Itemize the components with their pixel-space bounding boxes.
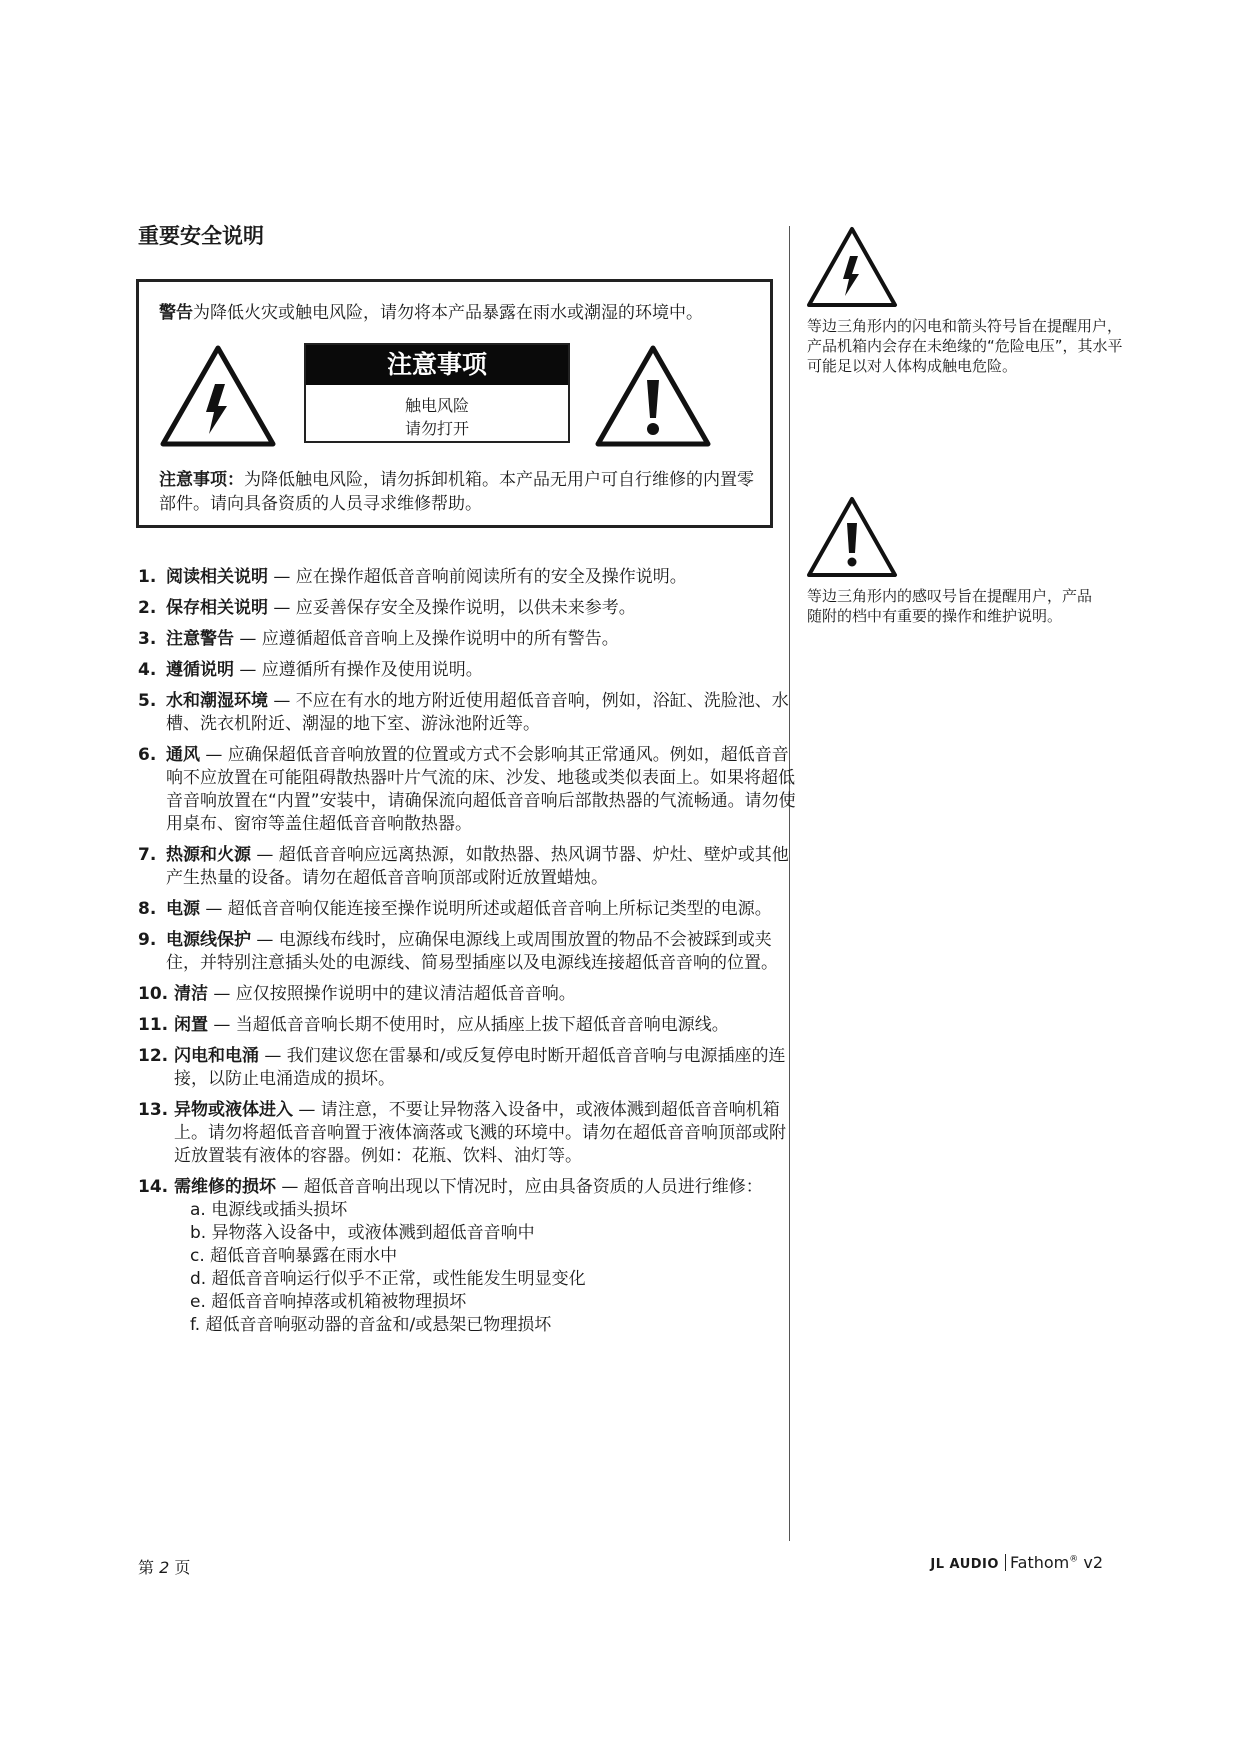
brand-footer — [930, 1553, 1103, 1572]
sub-list — [174, 1199, 798, 1337]
list-item: 4. 遵循说明 — 应遵循所有操作及使用说明。 — [138, 660, 483, 680]
sub-list-item: b. 异物落入设备中，或液体溅到超低音音响中 — [190, 1223, 535, 1243]
caution-note: 注意事项：为降低触电风险，请勿拆卸机箱。本产品无用户可自行维修的内置零部件。请向具备资质的人员寻求维修帮助。 — [159, 470, 754, 514]
list-item: 9. 电源线保护 — 电源线布线时，应确保电源线上或周围放置的物品不会被踩到或夹住，并特别注意插头处的电源线、简易型插座以及电源线连接超低音音响的位置。 — [138, 930, 778, 973]
exclamation-warning-icon — [806, 496, 898, 578]
lightning-warning-icon — [159, 344, 277, 448]
sub-list-item: d. 超低音音响运行似乎不正常，或性能发生明显变化 — [190, 1269, 586, 1289]
caution-line-1: 触电风险 — [404, 396, 469, 415]
safety-instruction-list — [138, 566, 798, 1339]
registered-mark: ® — [1069, 1554, 1079, 1565]
jl-audio-logo: JL AUDIO — [930, 1557, 999, 1572]
list-item: 12. 闪电和电涌 — 我们建议您在雷暴和/或反复停电时断开超低音音响与电源插座的连接，以防止电涌造成的损坏。 — [138, 1046, 786, 1089]
exclamation-symbol-explanation: 等边三角形内的感叹号旨在提醒用户，产品随附的档中有重要的操作和维护说明。 — [807, 587, 1093, 625]
lightning-symbol-explanation: 等边三角形内的闪电和箭头符号旨在提醒用户，产品机箱内会存在未绝缘的“危险电压”，其水平可能足以对人体构成触电危险。 — [807, 317, 1123, 375]
list-item: 8. 电源 — 超低音音响仅能连接至操作说明所述或超低音音响上所标记类型的电源。 — [138, 899, 772, 919]
list-item: 1. 阅读相关说明 — 应在操作超低音音响前阅读所有的安全及操作说明。 — [138, 567, 687, 587]
warning-statement: 警告为降低火灾或触电风险，请勿将本产品暴露在雨水或潮湿的环境中。 — [159, 303, 703, 323]
list-item: 11. 闲置 — 当超低音音响长期不使用时，应从插座上拔下超低音音响电源线。 — [138, 1015, 729, 1035]
list-item: 2. 保存相关说明 — 应妥善保存安全及操作说明，以供未来参考。 — [138, 598, 636, 618]
sub-list-item: e. 超低音音响掉落或机箱被物理损坏 — [190, 1292, 467, 1312]
sub-list-item: f. 超低音音响驱动器的音盆和/或悬架已物理损坏 — [190, 1315, 552, 1335]
warning-box — [136, 279, 773, 528]
list-item: 6. 通风 — 应确保超低音音响放置的位置或方式不会影响其正常通风。例如，超低音音响不应放置在可能阻碍散热器叶片气流的床、沙发、地毯或类似表面上。如果将超低音音响放置在“内置”安装中，请确保流向超低音音响后部散热器的气流畅通。请勿使用桌布、窗帘等盖住超低音音响散热器。 — [138, 745, 796, 834]
lightning-warning-icon — [806, 226, 898, 308]
list-item: 14. 需维修的损坏 — 超低音音响出现以下情况时，应由具备资质的人员进行维修： a. 电源线或插头损坏 b. 异物落入设备中，或液体溅到超低音音响中 c. 超低音音响暴露在雨水中 d. 超低音音响运行似乎不正常，或性能发生明显变化 e. 超低音音响掉落或机箱被物理损坏 f. 超低音音响驱动器的音盆和/或悬架已物理损坏 — [138, 1176, 798, 1337]
product-name: Fathom — [1009, 1553, 1070, 1572]
caution-line-2: 请勿打开 — [404, 419, 469, 438]
list-item: 7. 热源和火源 — 超低音音响应远离热源，如散热器、热风调节器、炉灶、壁炉或其他产生热量的设备。请勿在超低音音响顶部或附近放置蜡烛。 — [138, 845, 789, 888]
page-title: 重要安全说明 — [138, 224, 264, 248]
caution-label — [304, 343, 570, 443]
caution-title: 注意事项 — [306, 345, 568, 385]
list-item: 5. 水和潮湿环境 — 不应在有水的地方附近使用超低音音响，例如，浴缸、洗脸池、水槽、洗衣机附近、潮湿的地下室、游泳池附近等。 — [138, 691, 789, 734]
list-item: 3. 注意警告 — 应遵循超低音音响上及操作说明中的所有警告。 — [138, 629, 619, 649]
exclamation-warning-icon — [594, 344, 712, 448]
page-number: 第 2 页 — [138, 1558, 191, 1577]
list-item: 13. 异物或液体进入 — 请注意，不要让异物落入设备中，或液体溅到超低音音响机箱上。请勿将超低音音响置于液体滴落或飞溅的环境中。请勿在超低音音响顶部或附近放置装有液体的容器。例如：花瓶、饮料、油灯等。 — [138, 1100, 786, 1166]
list-item: 10. 清洁 — 应仅按照操作说明中的建议清洁超低音音响。 — [138, 984, 576, 1004]
product-version: v2 — [1078, 1553, 1103, 1572]
sub-list-item: a. 电源线或插头损坏 — [190, 1200, 348, 1220]
footer-separator — [1005, 1554, 1006, 1571]
sub-list-item: c. 超低音音响暴露在雨水中 — [190, 1246, 398, 1266]
